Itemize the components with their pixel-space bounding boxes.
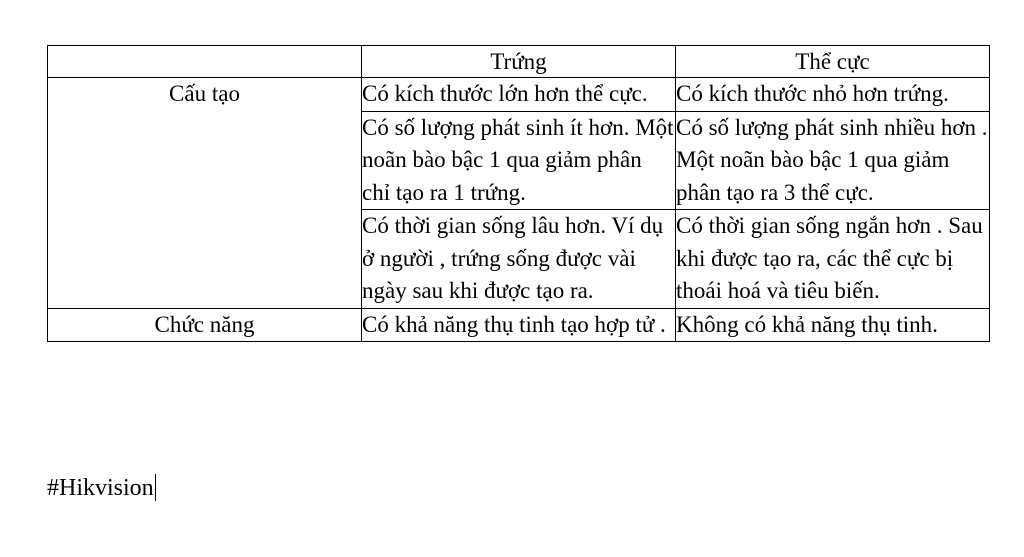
row-label-structure: Cấu tạo [48, 78, 362, 309]
text-cursor [155, 474, 156, 501]
table-row [48, 308, 990, 342]
table-row [48, 78, 990, 112]
egg-lifespan-cell: Có thời gian sống lâu hơn. Ví dụ ở người , trứng sống được vài ngày sau khi được tạo ra. [362, 210, 676, 309]
egg-size-cell: Có kích thước lớn hơn thể cực. [362, 78, 676, 112]
header-cell-empty [48, 46, 362, 78]
header-cell-egg: Trứng [362, 46, 676, 78]
polar-body-quantity-cell: Có số lượng phát sinh nhiều hơn . Một noãn bào bậc 1 qua giảm phân tạo ra 3 thể cực. [676, 111, 990, 210]
row-label-function: Chức năng [48, 308, 362, 342]
polar-body-lifespan-cell: Có thời gian sống ngắn hơn . Sau khi được tạo ra, các thể cực bị thoái hoá và tiêu biến. [676, 210, 990, 309]
hashtag-text: #Hikvision [47, 475, 154, 501]
document-text-line[interactable] [47, 473, 156, 503]
polar-body-function-cell: Không có khả năng thụ tinh. [676, 308, 990, 342]
header-cell-polar-body: Thể cực [676, 46, 990, 78]
egg-function-cell: Có khả năng thụ tinh tạo hợp tử . [362, 308, 676, 342]
comparison-table [47, 45, 990, 342]
table-header-row [48, 46, 990, 78]
egg-quantity-cell: Có số lượng phát sinh ít hơn. Một noãn bào bậc 1 qua giảm phân chỉ tạo ra 1 trứng. [362, 111, 676, 210]
polar-body-size-cell: Có kích thước nhỏ hơn trứng. [676, 78, 990, 112]
